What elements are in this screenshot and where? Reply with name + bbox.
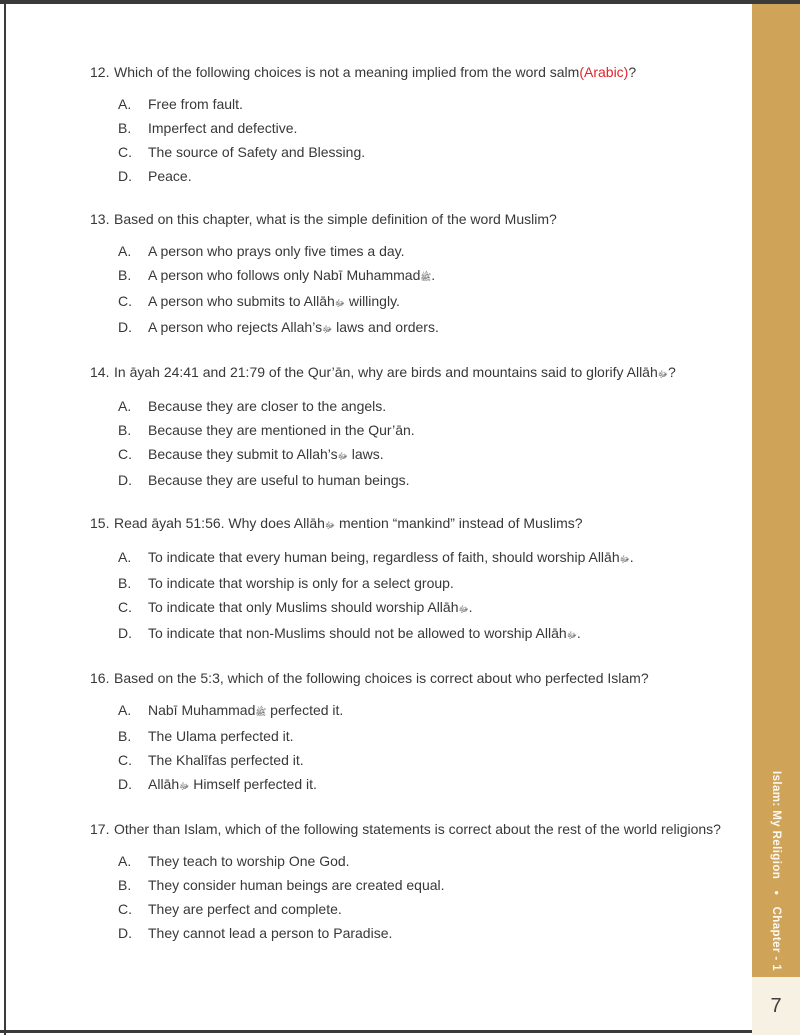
- options-list: [118, 698, 752, 798]
- option-letter: A.: [118, 702, 132, 718]
- page-number: 7: [770, 994, 782, 1017]
- question-number: 13.: [90, 211, 110, 227]
- answer-option: [118, 595, 752, 621]
- option-text: They teach to worship One God.: [148, 853, 350, 869]
- question-line: [90, 513, 752, 536]
- option-text: The Khalīfas perfected it.: [148, 752, 304, 768]
- options-list: [118, 545, 752, 647]
- question-number: 12.: [90, 64, 110, 80]
- options-list: [118, 92, 752, 188]
- option-letter: B.: [118, 877, 132, 893]
- option-letter: A.: [118, 549, 132, 565]
- option-letter: C.: [118, 446, 132, 462]
- option-text: The source of Safety and Blessing.: [148, 144, 366, 160]
- question-block-14: [90, 362, 752, 492]
- option-letter: B.: [118, 728, 132, 744]
- option-letter: A.: [118, 853, 132, 869]
- option-letter: D.: [118, 625, 132, 641]
- option-letter: C.: [118, 293, 132, 309]
- option-text: The Ulama perfected it.: [148, 728, 294, 744]
- question-line: [90, 668, 752, 689]
- question-text-highlight: (Arabic): [579, 64, 629, 80]
- answer-option: [118, 873, 752, 897]
- question-block-13: [90, 209, 752, 341]
- question-text: Other than Islam, which of the following statements is correct about the rest of the world religions?: [114, 821, 721, 837]
- answer-option: [118, 140, 752, 164]
- option-text: Allāhﷻ Himself perfected it.: [148, 776, 317, 792]
- option-text: To indicate that non-Muslims should not be allowed to worship Allāhﷻ.: [148, 625, 581, 641]
- option-letter: B.: [118, 422, 132, 438]
- page-border-top: [0, 0, 800, 4]
- question-line: [90, 62, 752, 83]
- question-text: Read āyah 51:56. Why does Allāhﷻ mention “mankind” instead of Muslims?: [114, 515, 583, 531]
- answer-option: [118, 468, 752, 492]
- answer-option: [118, 394, 752, 418]
- option-letter: A.: [118, 96, 132, 112]
- answer-option: [118, 698, 752, 724]
- option-text: They cannot lead a person to Paradise.: [148, 925, 393, 941]
- option-letter: D.: [118, 925, 132, 941]
- question-block-16: [90, 668, 752, 798]
- page-number-footer: [752, 977, 800, 1035]
- question-line: [90, 209, 752, 230]
- option-letter: C.: [118, 144, 132, 160]
- answer-option: [118, 442, 752, 468]
- answer-option: [118, 921, 752, 945]
- answer-option: [118, 724, 752, 748]
- option-letter: D.: [118, 776, 132, 792]
- option-letter: C.: [118, 901, 132, 917]
- answer-option: [118, 315, 752, 341]
- option-text: They are perfect and complete.: [148, 901, 342, 917]
- option-text: Imperfect and defective.: [148, 120, 298, 136]
- option-text: A person who rejects Allah’sﷻ laws and orders.: [148, 319, 439, 335]
- option-text: To indicate that only Muslims should worship Allāhﷻ.: [148, 599, 473, 615]
- question-block-15: [90, 513, 752, 647]
- question-text-part: Which of the following choices is not a meaning implied from the word salm: [114, 64, 580, 80]
- question-number: 14.: [90, 364, 110, 380]
- answer-option: [118, 748, 752, 772]
- option-letter: C.: [118, 599, 132, 615]
- option-letter: B.: [118, 575, 132, 591]
- option-text: A person who submits to Allāhﷻ willingly.: [148, 293, 400, 309]
- questions-list: [90, 62, 752, 966]
- chapter-tab-sidebar: [752, 4, 800, 977]
- option-text: Free from fault.: [148, 96, 243, 112]
- answer-option: [118, 772, 752, 798]
- question-text: [114, 62, 636, 83]
- option-letter: D.: [118, 472, 132, 488]
- question-text: Based on the 5:3, which of the following choices is correct about who perfected Islam?: [114, 670, 649, 686]
- option-letter: B.: [118, 267, 132, 283]
- question-text: In āyah 24:41 and 21:79 of the Qur’ān, why are birds and mountains said to glorify Allāhﷻ?: [114, 364, 676, 380]
- answer-option: [118, 92, 752, 116]
- option-text: Because they are mentioned in the Qur’ān.: [148, 422, 415, 438]
- question-block-17: [90, 819, 752, 945]
- option-text: Nabī Muhammadﷺ perfected it.: [148, 702, 344, 718]
- option-text: To indicate that worship is only for a select group.: [148, 575, 454, 591]
- option-letter: B.: [118, 120, 132, 136]
- option-letter: D.: [118, 168, 132, 184]
- option-text: They consider human beings are created equal.: [148, 877, 445, 893]
- sidebar-label: [770, 771, 782, 971]
- options-list: [118, 394, 752, 492]
- options-list: [118, 849, 752, 945]
- option-letter: A.: [118, 398, 132, 414]
- option-text: Peace.: [148, 168, 192, 184]
- answer-option: [118, 849, 752, 873]
- option-letter: D.: [118, 319, 132, 335]
- sidebar-chapter: Chapter - 1: [770, 906, 782, 971]
- answer-option: [118, 897, 752, 921]
- question-line: [90, 362, 752, 385]
- bullet-separator-icon: ●: [772, 888, 781, 898]
- answer-option: [118, 116, 752, 140]
- question-block-12: [90, 62, 752, 188]
- answer-option: [118, 418, 752, 442]
- answer-option: [118, 164, 752, 188]
- answer-option: [118, 545, 752, 571]
- option-text: A person who prays only five times a day.: [148, 243, 405, 259]
- page-border-bottom: [0, 1030, 756, 1033]
- option-text: To indicate that every human being, regardless of faith, should worship Allāhﷻ.: [148, 549, 634, 565]
- options-list: [118, 239, 752, 341]
- option-letter: C.: [118, 752, 132, 768]
- sidebar-book-title: Islam: My Religion: [770, 770, 782, 880]
- page-border-left: [4, 0, 6, 1035]
- option-text: Because they are closer to the angels.: [148, 398, 387, 414]
- question-text-part: ?: [628, 64, 637, 80]
- question-number: 16.: [90, 670, 110, 686]
- option-text: Because they are useful to human beings.: [148, 472, 410, 488]
- option-letter: A.: [118, 243, 132, 259]
- answer-option: [118, 263, 752, 289]
- question-text: Based on this chapter, what is the simple definition of the word Muslim?: [114, 211, 557, 227]
- option-text: Because they submit to Allah’sﷻ laws.: [148, 446, 384, 462]
- question-line: [90, 819, 752, 840]
- answer-option: [118, 289, 752, 315]
- question-number: 17.: [90, 821, 110, 837]
- answer-option: [118, 571, 752, 595]
- question-number: 15.: [90, 515, 110, 531]
- answer-option: [118, 621, 752, 647]
- answer-option: [118, 239, 752, 263]
- option-text: A person who follows only Nabī Muhammadﷺ.: [148, 267, 436, 283]
